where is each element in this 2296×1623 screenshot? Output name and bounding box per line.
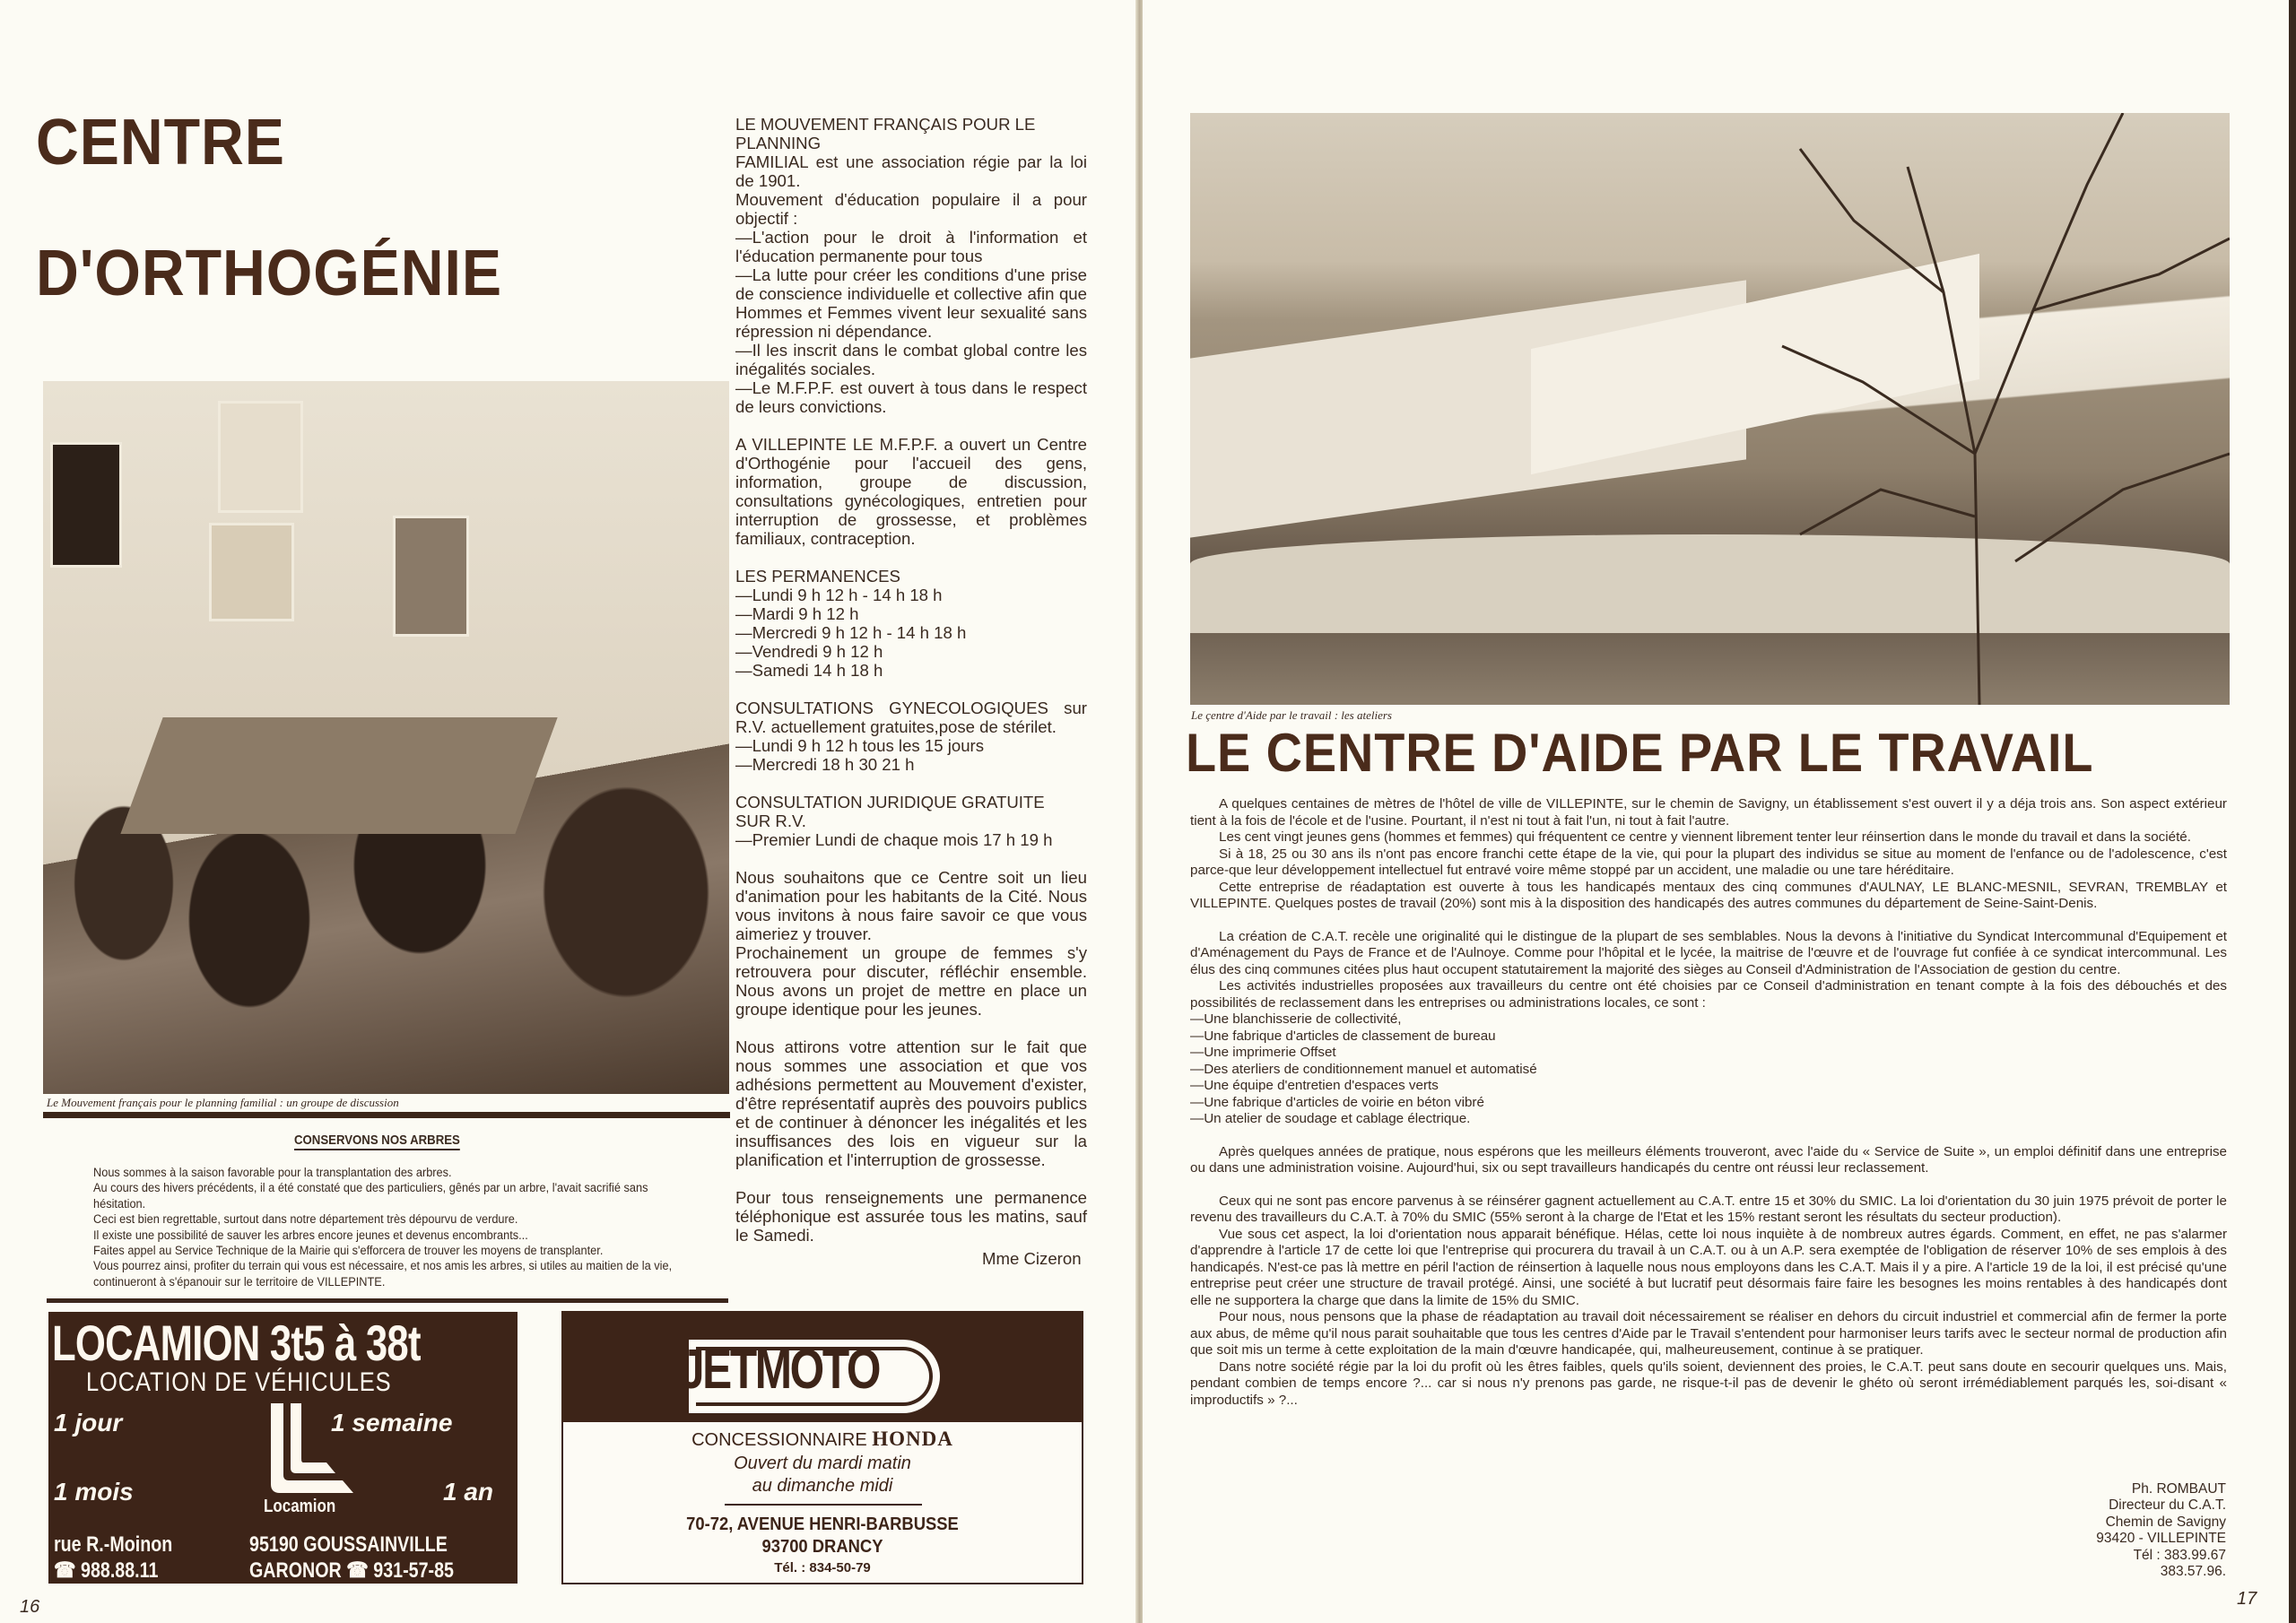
body-paragraph: Dans notre société régie par la loi du profit où les êtres faibles, quels qu'ils soient, deviennent des proies, le C.A.T. peut sans doute en secourir quelques uns. Mais, pendant combien de temps encore ?... car si nous n'y prenons pas garde, ne risque-t-il pas de devenir le ghéto où seront irrémédiablement parqués les, soi-disant « improductifs » ?... — [1190, 1358, 2227, 1408]
ad-phone — [249, 1558, 454, 1584]
permanence-item: —Vendredi 9 h 12 h — [735, 642, 883, 661]
trees-line: Vous pourrez ainsi, profiter du terrain qui vous est nécessaire, et nos amis les arbres, si utiles au maitien de la vie, continueront à s'épanouir sur le territoire de VILLEPINTE. — [93, 1259, 673, 1289]
ad-locamion — [48, 1312, 517, 1584]
bare-tree-icon — [1746, 113, 2230, 705]
permanence-item: —Mercredi 9 h 12 h - 14 h 18 h — [735, 623, 967, 642]
photo-caption: Le Mouvement français pour le planning familial : un groupe de discussion — [47, 1096, 399, 1109]
signature-line: 93420 - VILLEPINTE — [2096, 1531, 2226, 1547]
scan-edge — [2289, 0, 2296, 1623]
intro-line: —L'action pour le droit à l'information et l'éducation permanente pour tous — [735, 228, 1087, 265]
juridique-section — [735, 793, 1087, 849]
ad-address: 70-72, AVENUE HENRI-BARBUSSE — [686, 1515, 959, 1534]
ad-period: 1 mois — [54, 1478, 134, 1506]
signature-line: 383.57.96. — [2160, 1564, 2226, 1580]
gyneco-item: —Lundi 9 h 12 h tous les 15 jours — [735, 736, 985, 755]
page-title-line1: CENTRE — [36, 107, 285, 178]
mfpf-article — [735, 115, 1087, 1263]
signature-line: Chemin de Savigny — [2105, 1514, 2226, 1530]
trees-line: Faites appel au Service Technique de la Mairie qui s'efforcera de trouver les moyens de transplanter. — [93, 1244, 604, 1259]
intro-line: —Il les inscrit dans le combat global contre les inégalités sociales. — [735, 341, 1087, 378]
trees-line: Ceci est bien regrettable, surtout dans notre département très dépourvu de verdure. — [93, 1212, 518, 1228]
intro-line: PLANNING — [735, 134, 822, 152]
ad-hours: au dimanche midi — [752, 1476, 893, 1496]
photo-discussion-group — [43, 381, 729, 1094]
photo-caption: Le çentre d'Aide par le travail : les ateliers — [1191, 708, 1392, 722]
phone-label: GARONOR — [249, 1558, 342, 1583]
photo-cat-workshops — [1190, 113, 2230, 705]
permanence-item: —Mardi 9 h 12 h — [735, 604, 859, 623]
intro-line: —Le M.F.P.F. est ouvert à tous dans le respect de leurs convictions. — [735, 378, 1087, 416]
body-paragraph: Les activités industrielles proposées aux travailleurs du centre ont été choisies par ce Conseil d'administration en tenant compte à la fois des débouchés et des possibilités de reclassement dans les entreprises ou administrations locales, ce sont : — [1190, 978, 2227, 1011]
divider — [725, 1504, 922, 1506]
juridique-item: —Premier Lundi de chaque mois 17 h 19 h — [735, 830, 1053, 849]
paragraph-text: Nous souhaitons que ce Centre soit un lieu d'animation pour les habitants de la Cité. Nous vous invitons à nous faire savoir ce que vous aimeriez y trouver. — [735, 868, 1087, 943]
gyneco-item: —Mercredi 18 h 30 21 h — [735, 755, 915, 774]
body-paragraph: Vue sous cet aspect, la loi d'orientation nous apparait bénéfique. Hélas, cette loi nous inquiète à de nombreux autres égards. Comment, en effet, ne pas s'alarmer d'apprendre à l'article 17 de cette loi que l'entreprise qui procurera du travail à un C.A.T. ou à un A.P. sera exemptée de l'obligation de réserver 10% de ses emplois à des handicapés. N'est-ce pas là mettre en péril l'action de réinsertion à laquelle nous nous employons dans les C.A.T. Mais il y a pire. A l'article 19 de la loi, il est précisé qu'une entreprise peut créer une structure de travail protégé. Ainsi, une société à but lucratif peut désormais faire faire les besognes les moins rentables à des handicapés dont elle ne supportera la charge que dans la limite de 15% du SMIC. — [1190, 1226, 2227, 1308]
page-title-line2: D'ORTHOGÉNIE — [36, 238, 502, 309]
ad-address: rue R.-Moinon — [54, 1532, 173, 1557]
body-paragraph: Pour tous renseignements une permanence téléphonique est assurée tous les matins, sauf le Samedi. — [735, 1188, 1087, 1245]
trees-line: Nous sommes à la saison favorable pour la transplantation des arbres. — [93, 1166, 452, 1180]
gyneco-section — [735, 699, 1087, 774]
poster-image — [50, 442, 122, 568]
permanence-item: —Lundi 9 h 12 h - 14 h 18 h — [735, 586, 943, 604]
activity-item: —Un atelier de soudage et cablage électrique. — [1190, 1111, 1471, 1126]
poster-text-image — [209, 523, 294, 621]
signature-line: Directeur du C.A.T. — [2109, 1497, 2226, 1514]
activity-item: —Une fabrique d'articles de voirie en béton vibré — [1190, 1094, 1484, 1110]
trees-line: Il existe une possibilité de sauver les arbres encore jeunes et devenus encombrants... — [93, 1228, 528, 1243]
honda-brand: HONDA — [872, 1428, 953, 1450]
ad-dealer-line — [563, 1428, 1082, 1451]
cat-article-body — [1190, 796, 2227, 1409]
intro-line: Mouvement d'éducation populaire il a pour objectif : — [735, 190, 1087, 228]
telephone-icon: ☎ — [346, 1558, 369, 1583]
signature-line: Ph. ROMBAUT — [2131, 1481, 2226, 1497]
ad-address: 93700 DRANCY — [761, 1537, 883, 1557]
juridique-heading: SUR R.V. — [735, 812, 806, 830]
permanences-section — [735, 567, 1087, 680]
permanence-item: —Samedi 14 h 18 h — [735, 661, 883, 680]
author-signature — [2063, 1481, 2226, 1580]
trees-box-title: CONSERVONS NOS ARBRES — [294, 1133, 460, 1150]
telephone-icon: ☎ — [54, 1558, 76, 1583]
body-paragraph: Si à 18, 25 ou 30 ans ils n'ont pas encore franchi cette étape de la vie, qui pour la plupart des individus se situe au moment de l'enfance ou de l'adolescence, c'est parce-que leur développement intellectuel fut entravé voire même stoppé par un accident, une maladie ou une tare héréditaire. — [1190, 846, 2227, 878]
body-paragraph: Après quelques années de pratique, nous espérons que les meilleurs éléments trouveront, avec l'aide du « Service de Suite », un emploi définitif dans une entreprise ou dans une administration voisine. Aujourd'hui, six ou sept travailleurs handicapés du centre ont réussi leur reclassement. — [1190, 1143, 2227, 1176]
page-number: 17 — [2237, 1589, 2257, 1609]
author-signature: Mme Cizeron — [982, 1249, 1082, 1268]
intro-paragraph — [735, 115, 1087, 416]
activity-item: —Une blanchisserie de collectivité, — [1190, 1011, 1402, 1027]
intro-line: LE MOUVEMENT FRANÇAIS POUR LE — [735, 115, 1036, 134]
page-left — [0, 0, 1137, 1623]
body-paragraph: A quelques centaines de mètres de l'hôtel de ville de VILLEPINTE, sur le chemin de Savigny, un établissement s'est ouvert il y a déja trois ans. Son aspect extérieur tient à la fois de l'école et de l'usine. Pourtant, il n'est ni tout à fait l'un, ni tout à fait l'autre. — [1190, 796, 2227, 829]
phone-number: 988.88.11 — [80, 1558, 159, 1583]
poster-image — [393, 516, 469, 637]
ad-phone — [54, 1558, 158, 1584]
body-paragraph: Nous attirons votre attention sur le fait que nous sommes une association et que vos adhésions permettent au Mouvement d'exister, d'être représentatif auprès des pouvoirs publics et de continuer à dénoncer les inégalités et les insuffisances des lois en vigueur sur la planification et l'interruption de grossesse. — [735, 1037, 1087, 1169]
juridique-heading: CONSULTATION JURIDIQUE GRATUITE — [735, 793, 1045, 812]
ad-hours: Ouvert du mardi matin — [734, 1454, 911, 1473]
locamion-l-logo-icon — [264, 1403, 358, 1502]
activity-item: —Des aterliers de conditionnement manuel et automatisé — [1190, 1061, 1537, 1077]
activity-item: —Une équipe d'entretien d'espaces verts — [1190, 1078, 1439, 1093]
ad-phone: Tél. : 834-50-79 — [774, 1560, 871, 1575]
divider — [43, 1112, 730, 1118]
page-number: 16 — [20, 1597, 40, 1617]
ad-logo-text: Locamion — [264, 1497, 336, 1516]
gyneco-heading: CONSULTATIONS GYNECOLOGIQUES sur R.V. actuellement gratuites,pose de stérilet. — [735, 699, 1087, 736]
permanences-heading: LES PERMANENCES — [735, 567, 900, 586]
ad-period: 1 jour — [54, 1409, 123, 1436]
villepinte-paragraph: A VILLEPINTE LE M.F.P.F. a ouvert un Centre d'Orthogénie pour l'accueil des gens, information, groupe de discussion, consultations gynécologiques, entretien pour interruption de grossesse, et problèmes familiaux, contraception. — [735, 435, 1087, 548]
activity-item: —Une imprimerie Offset — [1190, 1045, 1336, 1060]
poster-mime-image — [218, 401, 303, 513]
body-paragraph: La création de C.A.T. recèle une originalité qui le distingue de la plupart de ses semblables. Nous la devons à l'initiative du Syndicat Intercommunal d'Equipement et d'Aménagement du Pays de France et de l'Aulnoye. Comme pour l'hôpital et le lycée, la maitrise de l'œuvre et de l'ouvrage fut confiée à ce syndicat intercommunal. Les élus des cinq communes citées plus haut occupent statutairement la majorité des sièges au Conseil d'Administration de l'Association de gestion du centre. — [1190, 928, 2227, 977]
ad-subheadline: LOCATION DE VÉHICULES — [86, 1367, 392, 1397]
body-paragraph: Ceux qui ne sont pas encore parvenus à se réinsérer gagnent actuellement au C.A.T. entre 15 et 30% du SMIC. La loi d'orientation du 30 juin 1975 prévoit de porter le revenu des travailleurs du C.A.T. à 70% du SMIC (55% seront à la charge de l'Etat et les 15% restant seront les résultats du secteur production). — [1190, 1193, 2227, 1225]
intro-line: FAMILIAL est une association régie par la loi de 1901. — [735, 152, 1087, 190]
ad-period: 1 semaine — [331, 1409, 453, 1436]
ad-headline: LOCAMION 3t5 à 38t — [52, 1315, 421, 1371]
article-title: LE CENTRE D'AIDE PAR LE TRAVAIL — [1186, 723, 2094, 783]
signature-line: Tél : 383.99.67 — [2133, 1547, 2226, 1563]
body-paragraph: Cette entreprise de réadaptation est ouverte à tous les handicapés mentaux des cinq communes d'AULNAY, LE BLANC-MESNIL, SEVRAN, TREMBLAY et VILLEPINTE. Quelques postes de travail (20%) sont mis à la disposition des handicapés des autres communes du département de Seine-Saint-Denis. — [1190, 879, 2227, 911]
table-shape — [120, 717, 557, 834]
body-paragraph: Pour nous, nous pensons que la phase de réadaptation au travail doit nécessairement se réaliser en dehors du circuit industriel et commercial afin de fermer la porte aux abus, de même qu'il nous parait souhaitable que tous les centres d'Aide par le Travail s'entendent pour harmoniser leurs tarifs avec le secteur normal de production afin que soit mis un terme à cette exploitation de la main d'œuvre handicapée, qui, malheureusement, continue à se pratiquer. — [1190, 1309, 2228, 1358]
ad-jetmoto — [561, 1311, 1083, 1584]
trees-box-body — [93, 1166, 703, 1290]
body-paragraph — [735, 868, 1087, 1019]
activity-item: —Une fabrique d'articles de classement de bureau — [1190, 1028, 1496, 1044]
trees-line: Au cours des hivers précédents, il a été constaté que des particuliers, gênés par un arbre, l'avait sacrifié sans hésitation. — [93, 1181, 648, 1211]
body-paragraph: Les cent vingt jeunes gens (hommes et femmes) qui fréquentent ce centre y viennent librement tenter leur réinsertion dans le monde du travail et dans la société. — [1219, 829, 2191, 845]
ad-address: 95190 GOUSSAINVILLE — [249, 1532, 448, 1557]
phone-number: 931-57-85 — [373, 1558, 454, 1583]
paragraph-text: Prochainement un groupe de femmes s'y retrouvera pour discuter, réfléchir ensemble. Nous avons un projet de mettre en place un groupe identique pour les jeunes. — [735, 943, 1087, 1019]
intro-line: —La lutte pour créer les conditions d'une prise de conscience individuelle et collective afin que Hommes et Femmes vivent leur sexualité sans répression ni dépendance. — [735, 265, 1087, 341]
dealer-prefix: CONCESSIONNAIRE — [691, 1430, 867, 1450]
ad-period: 1 an — [443, 1478, 494, 1506]
divider — [47, 1298, 728, 1303]
jetmoto-logo: JETMOTO — [680, 1339, 880, 1401]
